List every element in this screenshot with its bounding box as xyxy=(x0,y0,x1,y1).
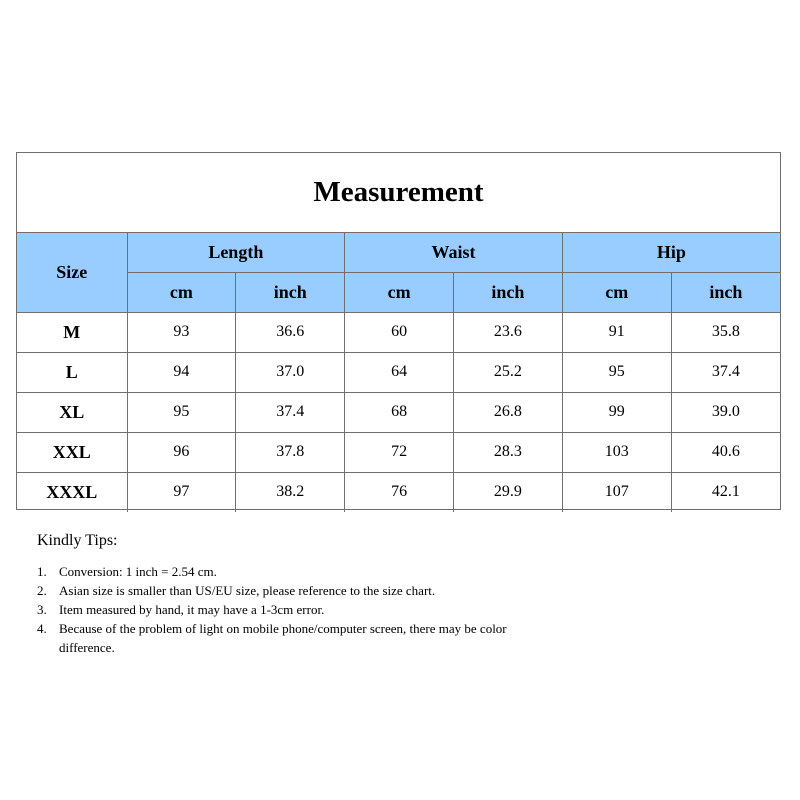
table-row xyxy=(17,472,780,512)
value-cell: 64 xyxy=(345,352,454,392)
list-item xyxy=(37,581,557,600)
value-cell: 42.1 xyxy=(671,472,780,512)
value-cell: 68 xyxy=(345,392,454,432)
value-cell: 72 xyxy=(345,432,454,472)
tip-number: 2. xyxy=(37,583,47,598)
list-item xyxy=(37,600,557,619)
unit-header: cm xyxy=(127,272,236,312)
value-cell: 29.9 xyxy=(453,472,562,512)
table-row xyxy=(17,352,780,392)
value-cell: 23.6 xyxy=(453,312,562,352)
unit-header: cm xyxy=(562,272,671,312)
size-table xyxy=(17,233,780,512)
header-row-groups xyxy=(17,233,780,272)
size-cell: XXXL xyxy=(17,472,127,512)
value-cell: 37.4 xyxy=(236,392,345,432)
table-row xyxy=(17,392,780,432)
waist-header: Waist xyxy=(345,233,563,272)
tip-number: 1. xyxy=(37,564,47,579)
value-cell: 39.0 xyxy=(671,392,780,432)
value-cell: 94 xyxy=(127,352,236,392)
value-cell: 93 xyxy=(127,312,236,352)
list-item xyxy=(37,562,557,581)
value-cell: 36.6 xyxy=(236,312,345,352)
length-header: Length xyxy=(127,233,345,272)
value-cell: 91 xyxy=(562,312,671,352)
value-cell: 38.2 xyxy=(236,472,345,512)
value-cell: 95 xyxy=(127,392,236,432)
value-cell: 26.8 xyxy=(453,392,562,432)
tip-text: Because of the problem of light on mobile phone/computer screen, there may be color difference. xyxy=(59,621,507,655)
size-chart xyxy=(16,152,781,510)
table-row xyxy=(17,312,780,352)
size-cell: M xyxy=(17,312,127,352)
value-cell: 107 xyxy=(562,472,671,512)
header-row-units xyxy=(17,272,780,312)
table-row xyxy=(17,432,780,472)
size-cell: XXL xyxy=(17,432,127,472)
tip-number: 3. xyxy=(37,602,47,617)
value-cell: 28.3 xyxy=(453,432,562,472)
value-cell: 99 xyxy=(562,392,671,432)
tips-section xyxy=(37,532,557,657)
value-cell: 35.8 xyxy=(671,312,780,352)
unit-header: inch xyxy=(236,272,345,312)
value-cell: 96 xyxy=(127,432,236,472)
size-cell: L xyxy=(17,352,127,392)
hip-header: Hip xyxy=(562,233,780,272)
value-cell: 76 xyxy=(345,472,454,512)
tips-list xyxy=(37,562,557,657)
value-cell: 97 xyxy=(127,472,236,512)
value-cell: 40.6 xyxy=(671,432,780,472)
size-cell: XL xyxy=(17,392,127,432)
unit-header: inch xyxy=(453,272,562,312)
value-cell: 95 xyxy=(562,352,671,392)
value-cell: 37.0 xyxy=(236,352,345,392)
list-item xyxy=(37,619,557,657)
tips-title: Kindly Tips: xyxy=(37,532,118,549)
value-cell: 37.4 xyxy=(671,352,780,392)
size-header: Size xyxy=(17,233,127,312)
value-cell: 103 xyxy=(562,432,671,472)
value-cell: 37.8 xyxy=(236,432,345,472)
tip-text: Conversion: 1 inch = 2.54 cm. xyxy=(59,564,217,579)
chart-title: Measurement xyxy=(17,153,780,233)
value-cell: 60 xyxy=(345,312,454,352)
tip-text: Asian size is smaller than US/EU size, please reference to the size chart. xyxy=(59,583,436,598)
tip-number: 4. xyxy=(37,621,47,636)
unit-header: cm xyxy=(345,272,454,312)
value-cell: 25.2 xyxy=(453,352,562,392)
tip-text: Item measured by hand, it may have a 1-3cm error. xyxy=(59,602,325,617)
unit-header: inch xyxy=(671,272,780,312)
